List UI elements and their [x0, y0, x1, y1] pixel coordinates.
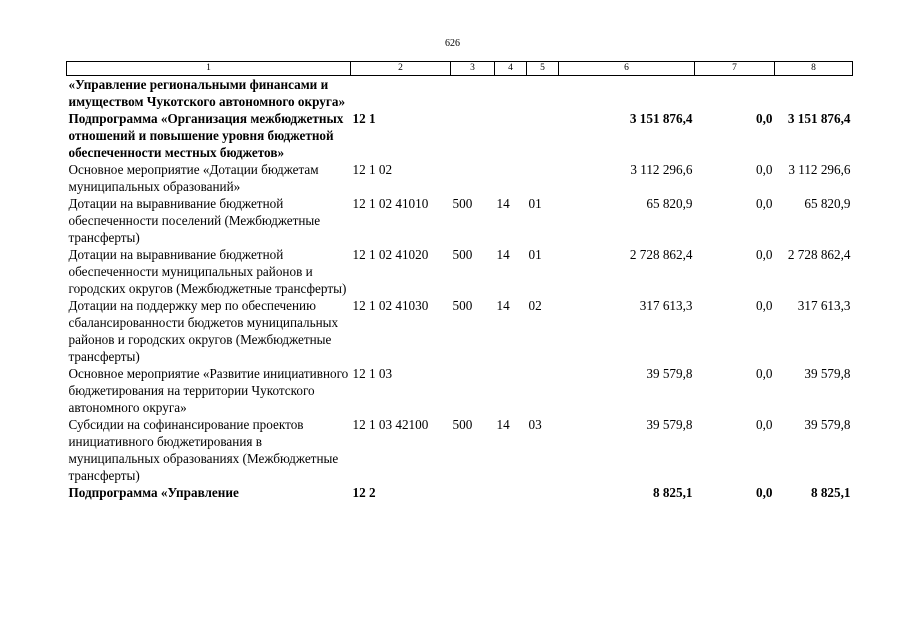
table-row — [67, 195, 853, 246]
table-row — [67, 365, 853, 416]
cell-col5 — [527, 110, 559, 161]
cell-col4 — [495, 365, 527, 416]
cell-amount-6: 39 579,8 — [646, 417, 693, 432]
cell-amount-6: 65 820,9 — [646, 196, 693, 211]
column-header-1: 1 — [67, 62, 351, 76]
cell-col5 — [527, 365, 559, 416]
column-header-3: 3 — [451, 62, 495, 76]
cell-amount-6: 8 825,1 — [652, 485, 693, 500]
cell-amount-6: 2 728 862,4 — [629, 247, 693, 262]
cell-name: «Управление региональными финансами и имуществом Чукотского автономного округа» — [68, 77, 346, 109]
budget-table — [66, 61, 853, 501]
column-header-5: 5 — [527, 62, 559, 76]
table-row — [67, 246, 853, 297]
cell-amount-8: 3 151 876,4 — [787, 111, 851, 126]
cell-code: 12 1 — [352, 111, 376, 126]
cell-col3 — [451, 484, 495, 501]
table-row — [67, 76, 853, 111]
cell-amount-7: 0,0 — [756, 298, 773, 313]
cell-amount-8: 8 825,1 — [810, 485, 851, 500]
cell-col5: 02 — [528, 298, 542, 313]
cell-code: 12 2 — [352, 485, 376, 500]
cell-code: 12 1 02 — [352, 162, 393, 177]
cell-col3 — [451, 76, 495, 111]
cell-col5: 01 — [528, 196, 542, 211]
cell-amount-8: 39 579,8 — [804, 366, 851, 381]
cell-code — [351, 76, 451, 111]
cell-amount-8: 2 728 862,4 — [787, 247, 851, 262]
cell-col4 — [495, 110, 527, 161]
cell-amount-6: 3 151 876,4 — [629, 111, 693, 126]
cell-amount-7: 0,0 — [756, 111, 773, 126]
cell-name: Дотации на выравнивание бюджетной обеспеченности поселений (Межбюджетные трансферты) — [68, 196, 321, 245]
cell-amount-6 — [559, 76, 695, 111]
cell-amount-6: 317 613,3 — [639, 298, 693, 313]
table-row — [67, 297, 853, 365]
cell-amount-7: 0,0 — [756, 162, 773, 177]
table-row — [67, 416, 853, 484]
cell-amount-7: 0,0 — [756, 485, 773, 500]
cell-code: 12 1 02 41030 — [352, 298, 429, 313]
cell-amount-6: 3 112 296,6 — [630, 162, 693, 177]
cell-col3: 500 — [452, 247, 473, 262]
cell-amount-8: 65 820,9 — [804, 196, 851, 211]
cell-col3: 500 — [452, 417, 473, 432]
cell-col5: 03 — [528, 417, 542, 432]
table-row — [67, 110, 853, 161]
column-number-row — [67, 62, 853, 76]
cell-amount-7: 0,0 — [756, 247, 773, 262]
cell-code: 12 1 03 — [352, 366, 393, 381]
cell-col4: 14 — [496, 247, 510, 262]
cell-col3 — [451, 365, 495, 416]
cell-col4 — [495, 484, 527, 501]
cell-code: 12 1 02 41010 — [352, 196, 429, 211]
cell-name: Основное мероприятие «Развитие инициативного бюджетирования на территории Чукотского автономного округа» — [68, 366, 349, 415]
page-number: 626 — [445, 38, 460, 49]
cell-amount-7: 0,0 — [756, 366, 773, 381]
cell-col4: 14 — [496, 298, 510, 313]
cell-amount-7 — [695, 76, 775, 111]
cell-amount-8 — [775, 76, 853, 111]
cell-amount-8: 3 112 296,6 — [788, 162, 851, 177]
column-header-7: 7 — [695, 62, 775, 76]
cell-amount-8: 317 613,3 — [797, 298, 851, 313]
column-header-4: 4 — [495, 62, 527, 76]
cell-name: Дотации на поддержку мер по обеспечению сбалансированности бюджетов муниципальных районов и городских округов (Межбюджетные трансферты) — [68, 298, 339, 364]
cell-col5: 01 — [528, 247, 542, 262]
cell-col3 — [451, 161, 495, 195]
table-row — [67, 484, 853, 501]
cell-name: Субсидии на софинансирование проектов инициативного бюджетирования в муниципальных образованиях (Межбюджетные трансферты) — [68, 417, 339, 483]
cell-col4 — [495, 76, 527, 111]
cell-name: Дотации на выравнивание бюджетной обеспеченности муниципальных районов и городских округов (Межбюджетные трансферты) — [68, 247, 347, 296]
column-header-6: 6 — [559, 62, 695, 76]
cell-amount-6: 39 579,8 — [646, 366, 693, 381]
cell-code: 12 1 02 41020 — [352, 247, 429, 262]
cell-name: Основное мероприятие «Дотации бюджетам муниципальных образований» — [68, 162, 319, 194]
cell-amount-7: 0,0 — [756, 196, 773, 211]
cell-col4: 14 — [496, 417, 510, 432]
cell-col5 — [527, 484, 559, 501]
cell-col5 — [527, 161, 559, 195]
cell-name: Подпрограмма «Организация межбюджетных отношений и повышение уровня бюджетной обеспеченности местных бюджетов» — [68, 111, 344, 160]
cell-amount-8: 39 579,8 — [804, 417, 851, 432]
cell-col3: 500 — [452, 196, 473, 211]
table-row — [67, 161, 853, 195]
cell-amount-7: 0,0 — [756, 417, 773, 432]
cell-col3 — [451, 110, 495, 161]
column-header-8: 8 — [775, 62, 853, 76]
cell-col4: 14 — [496, 196, 510, 211]
cell-col5 — [527, 76, 559, 111]
cell-code: 12 1 03 42100 — [352, 417, 429, 432]
cell-col3: 500 — [452, 298, 473, 313]
cell-name: Подпрограмма «Управление — [68, 485, 239, 500]
column-header-2: 2 — [351, 62, 451, 76]
cell-col4 — [495, 161, 527, 195]
